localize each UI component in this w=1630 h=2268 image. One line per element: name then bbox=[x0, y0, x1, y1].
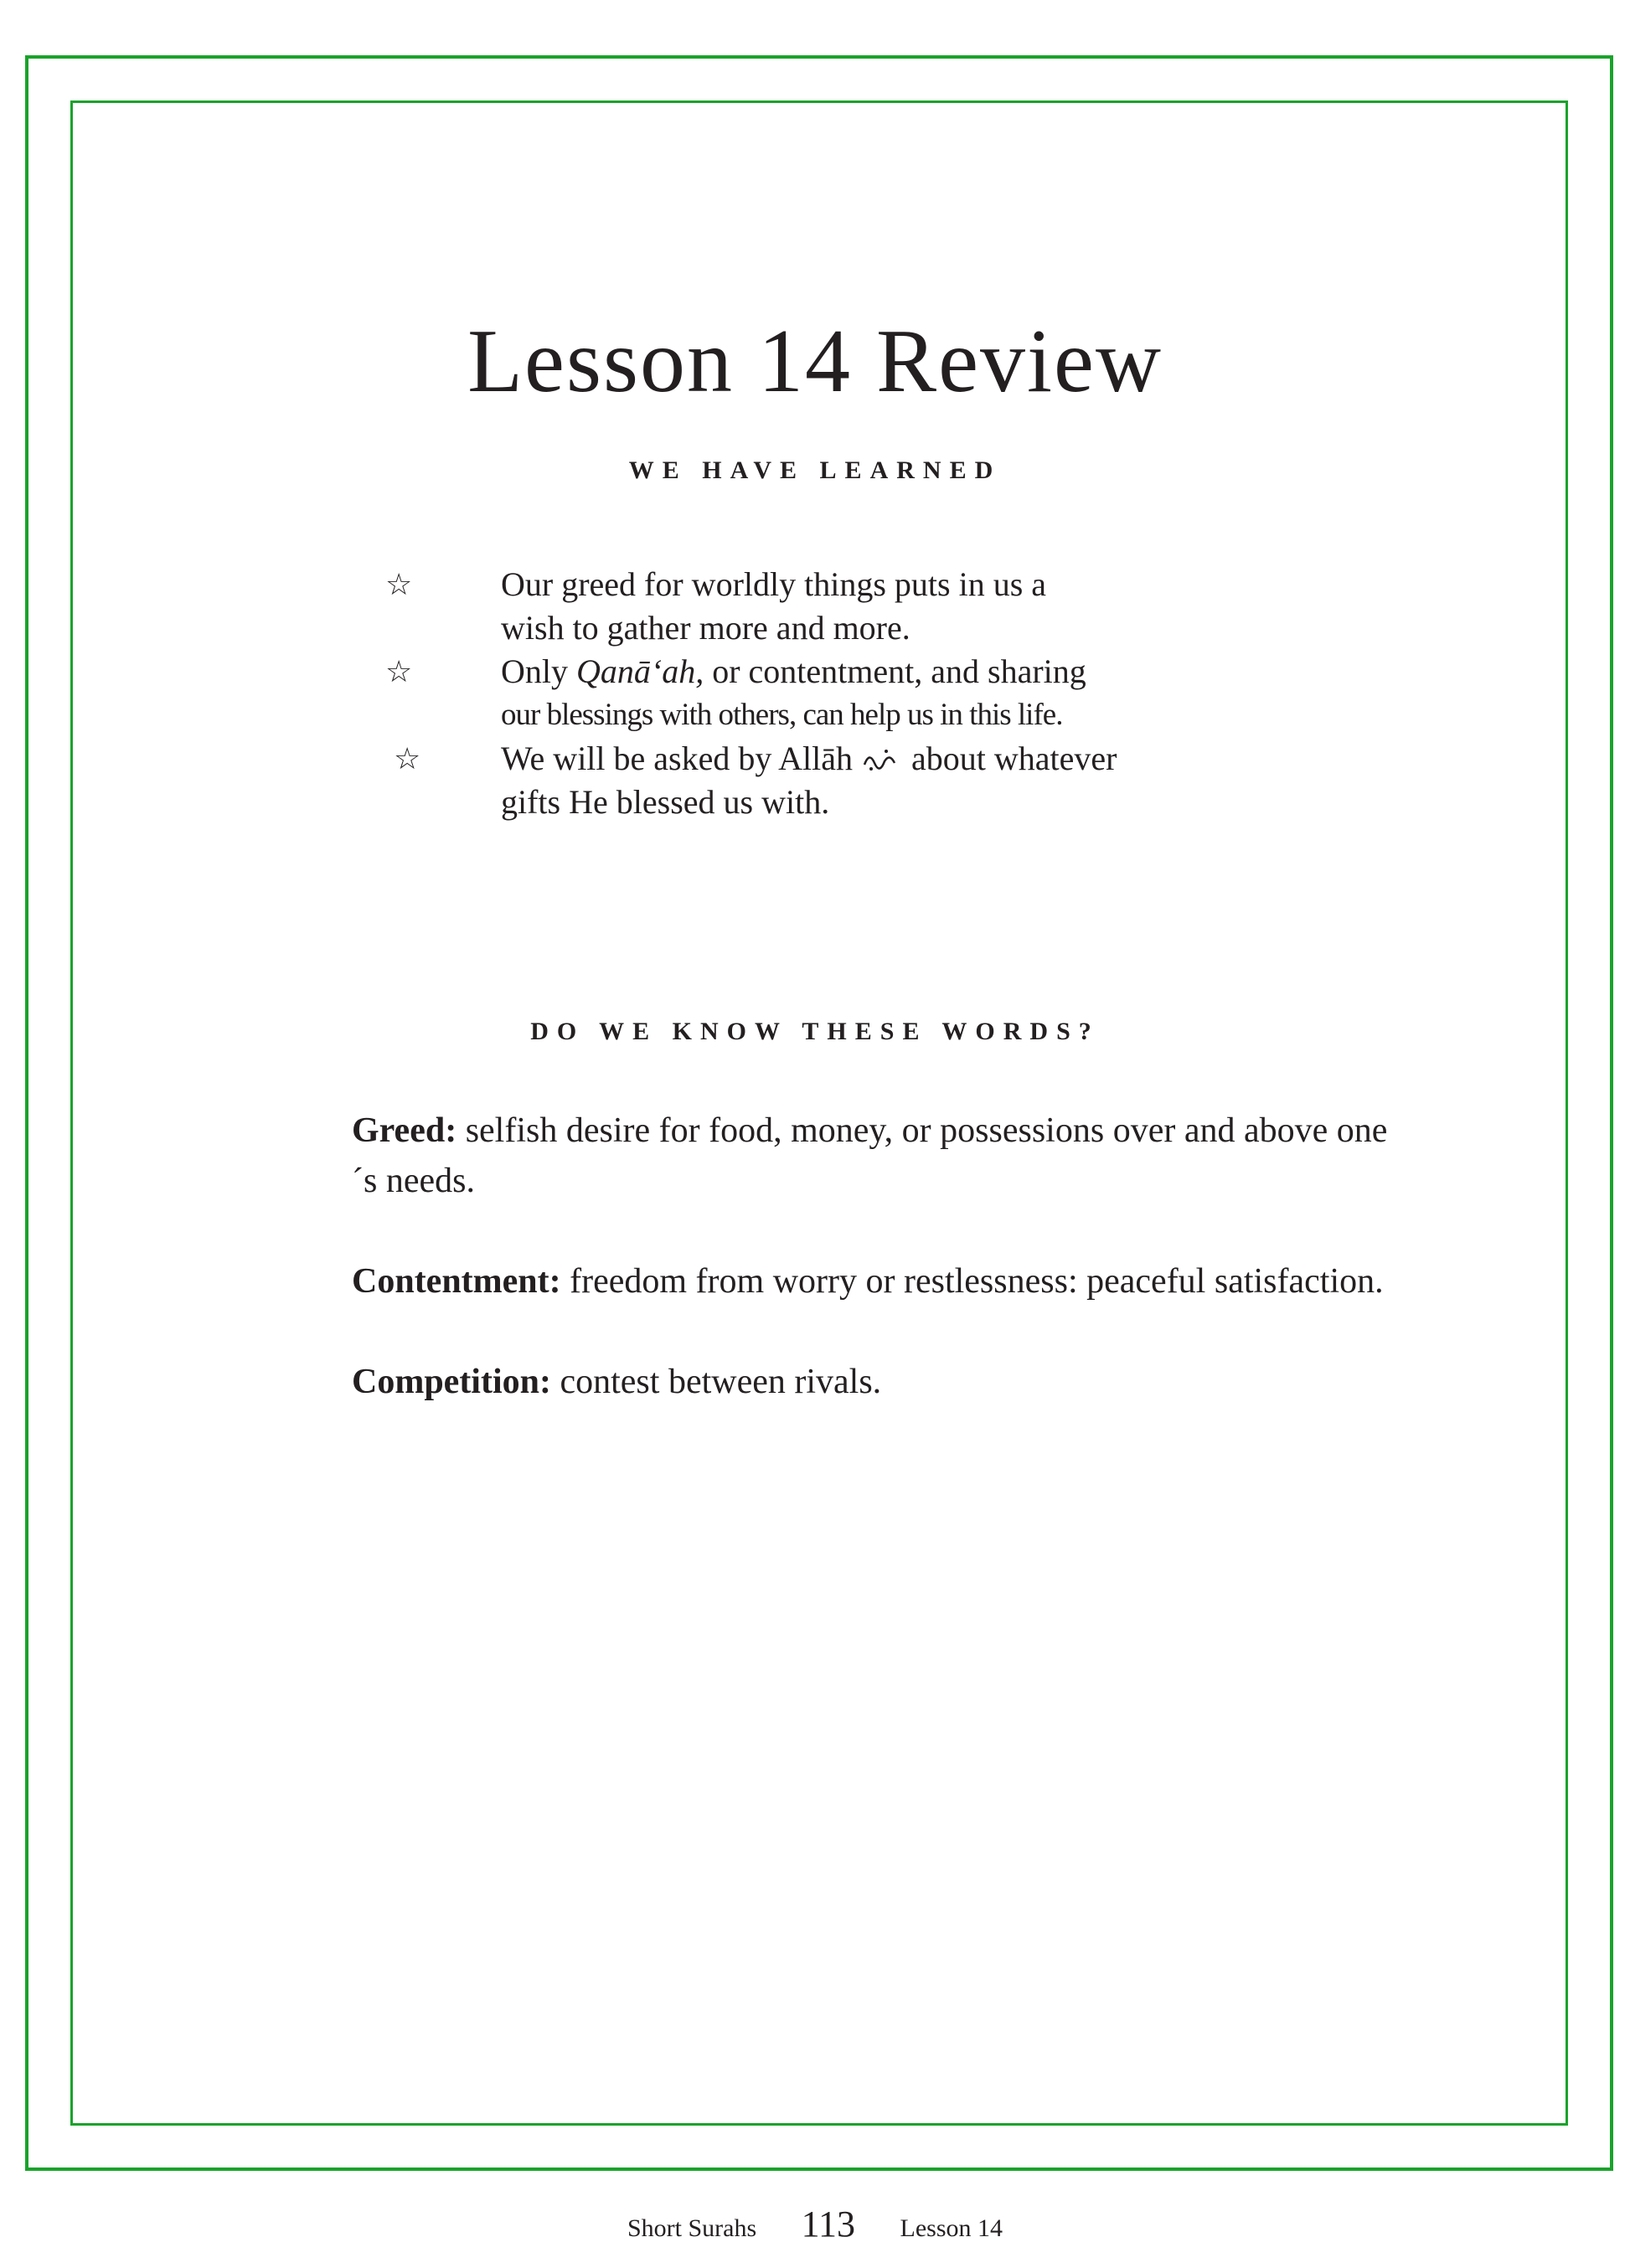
footer-lesson: Lesson 14 bbox=[900, 2214, 1003, 2242]
text-span: Only bbox=[501, 652, 576, 690]
learned-item bbox=[385, 737, 1307, 824]
words-heading: DO WE KNOW THESE WORDS? bbox=[530, 1018, 1100, 1045]
arabic-honorific-icon bbox=[861, 746, 898, 773]
learned-item-line: gifts He blessed us with. bbox=[501, 783, 830, 821]
definition-text: selfish desire for food, money, or possessions over and above one´s needs. bbox=[352, 1111, 1388, 1200]
definition-text: freedom from worry or restlessness: peaceful satisfaction. bbox=[560, 1262, 1384, 1301]
text-span: or contentment, and sharing bbox=[704, 652, 1086, 690]
learned-item bbox=[385, 563, 1307, 650]
footer-book-title: Short Surahs bbox=[627, 2214, 757, 2242]
definition-text: contest between rivals. bbox=[550, 1363, 882, 1401]
text-span: We will be asked by Allāh bbox=[501, 740, 862, 777]
definition-item bbox=[352, 1256, 1407, 1307]
definition-term: Contentment: bbox=[352, 1262, 561, 1301]
learned-item-line: Our greed for worldly things puts in us a bbox=[501, 565, 1047, 603]
definitions-list bbox=[352, 1106, 1407, 1457]
page-number: 113 bbox=[801, 2204, 856, 2245]
text-span: about whatever bbox=[903, 740, 1117, 777]
star-outline-icon: ☆ bbox=[385, 568, 413, 601]
learned-item-line bbox=[501, 737, 1305, 781]
definition-item bbox=[352, 1357, 1407, 1407]
learned-item-line bbox=[501, 650, 1305, 693]
learned-item-line: our blessings with others, can help us in this life. bbox=[501, 698, 1063, 732]
learned-item bbox=[385, 650, 1307, 737]
definition-item bbox=[352, 1106, 1407, 1206]
page-footer bbox=[0, 2203, 1630, 2245]
star-outline-icon: ☆ bbox=[385, 655, 413, 688]
page-title: Lesson 14 Review bbox=[467, 312, 1163, 412]
definition-term: Competition: bbox=[352, 1363, 551, 1401]
learned-heading: WE HAVE LEARNED bbox=[628, 456, 1002, 484]
learned-list bbox=[385, 563, 1307, 824]
italic-term: Qanā‘ah, bbox=[576, 652, 704, 690]
star-outline-icon: ☆ bbox=[394, 742, 421, 776]
learned-item-line: wish to gather more and more. bbox=[501, 609, 910, 647]
definition-term: Greed: bbox=[352, 1111, 457, 1150]
